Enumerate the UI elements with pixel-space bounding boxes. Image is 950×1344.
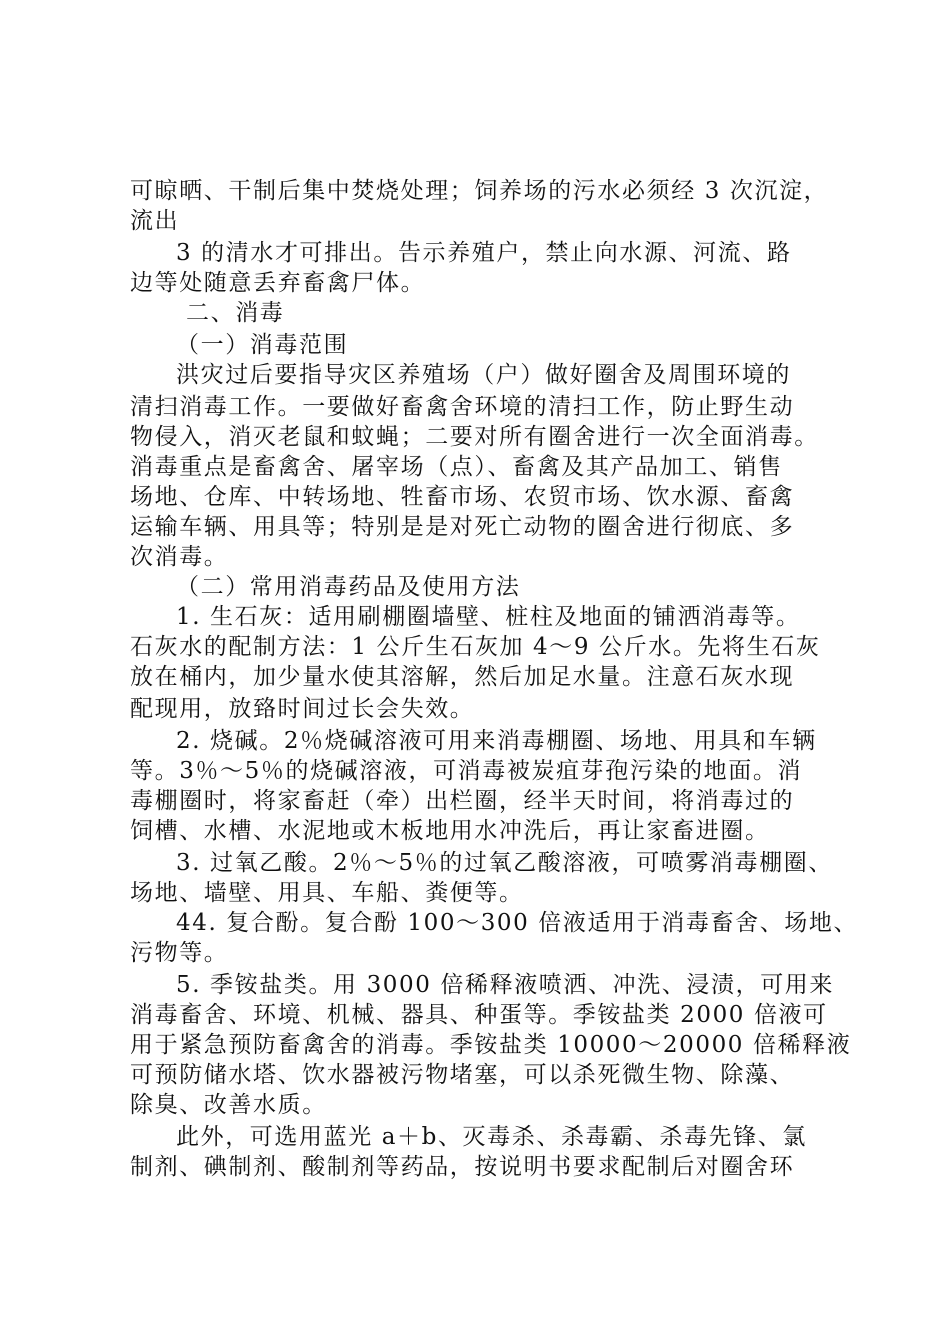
body-text-line: 3 的清水才可排出。告示养殖户，禁止向水源、河流、路 xyxy=(176,240,792,266)
body-text-line: 污物等。 xyxy=(130,940,229,966)
body-text-line: 2. 烧碱。2％烧碱溶液可用来消毒棚圈、场地、用具和车辆 xyxy=(176,728,817,754)
body-text-line: 1. 生石灰：适用刷棚圈墙壁、桩柱及地面的铺洒消毒等。 xyxy=(176,604,801,630)
body-text-line: 场地、仓库、中转场地、牲畜市场、农贸市场、饮水源、畜禽 xyxy=(130,484,795,510)
body-text-line: 除臭、改善水质。 xyxy=(130,1092,327,1118)
body-text-line: 44. 复合酚。复合酚 100～300 倍液适用于消毒畜舍、场地、 xyxy=(176,910,859,936)
body-text-line: 流出 xyxy=(130,208,180,234)
subsection-heading: （二）常用消毒药品及使用方法 xyxy=(176,574,521,600)
body-text-line: 等。3％～5％的烧碱溶液，可消毒被炭疽芽孢污染的地面。消 xyxy=(130,758,803,784)
body-text-line: 运输车辆、用具等；特别是是对死亡动物的圈舍进行彻底、多 xyxy=(130,514,795,540)
body-text-line: 放在桶内，加少量水使其溶解，然后加足水量。注意石灰水现 xyxy=(130,664,795,690)
body-text-line: 毒棚圈时，将家畜赶（牵）出栏圈，经半天时间，将消毒过的 xyxy=(130,788,795,814)
body-text-line: 此外，可选用蓝光 a＋b、灭毒杀、杀毒霸、杀毒先锋、氯 xyxy=(176,1124,807,1150)
body-text-line: 消毒重点是畜禽舍、屠宰场（点）、畜禽及其产品加工、销售 xyxy=(130,454,783,480)
body-text-line: 物侵入，消灭老鼠和蚊蝇；二要对所有圈舍进行一次全面消毒。 xyxy=(130,424,819,450)
body-text-line: 消毒畜舍、环境、机械、器具、种蛋等。季铵盐类 2000 倍液可 xyxy=(130,1002,828,1028)
body-text-line: 饲槽、水槽、水泥地或木板地用水冲洗后，再让家畜进圈。 xyxy=(130,818,770,844)
body-text-line: 场地、墙壁、用具、车船、粪便等。 xyxy=(130,880,524,906)
body-text-line: 石灰水的配制方法：1 公斤生石灰加 4～9 公斤水。先将生石灰 xyxy=(130,634,821,660)
subsection-heading: （一）消毒范围 xyxy=(176,332,349,358)
body-text-line: 洪灾过后要指导灾区养殖场（户）做好圈舍及周围环境的 xyxy=(176,362,791,388)
body-text-line: 5. 季铵盐类。用 3000 倍稀释液喷洒、冲洗、浸渍，可用来 xyxy=(176,972,835,998)
body-text-line: 可预防储水塔、饮水器被污物堵塞，可以杀死微生物、除藻、 xyxy=(130,1062,795,1088)
body-text-line: 次消毒。 xyxy=(130,544,229,570)
body-text-line: 清扫消毒工作。一要做好畜禽舍环境的清扫工作，防止野生动 xyxy=(130,394,795,420)
body-text-line: 可晾晒、干制后集中焚烧处理；饲养场的污水必须经 3 次沉淀， xyxy=(130,178,829,204)
body-text-line: 3. 过氧乙酸。2％～5％的过氧乙酸溶液，可喷雾消毒棚圈、 xyxy=(176,850,833,876)
body-text-line: 配现用，放臵时间过长会失效。 xyxy=(130,696,475,722)
body-text-line: 制剂、碘制剂、酸制剂等药品，按说明书要求配制后对圈舍环 xyxy=(130,1154,795,1180)
body-text-line: 用于紧急预防畜禽舍的消毒。季铵盐类 10000～20000 倍稀释液 xyxy=(130,1032,852,1058)
section-heading: 二、消毒 xyxy=(186,300,285,326)
body-text-line: 边等处随意丢弃畜禽尸体。 xyxy=(130,270,426,296)
